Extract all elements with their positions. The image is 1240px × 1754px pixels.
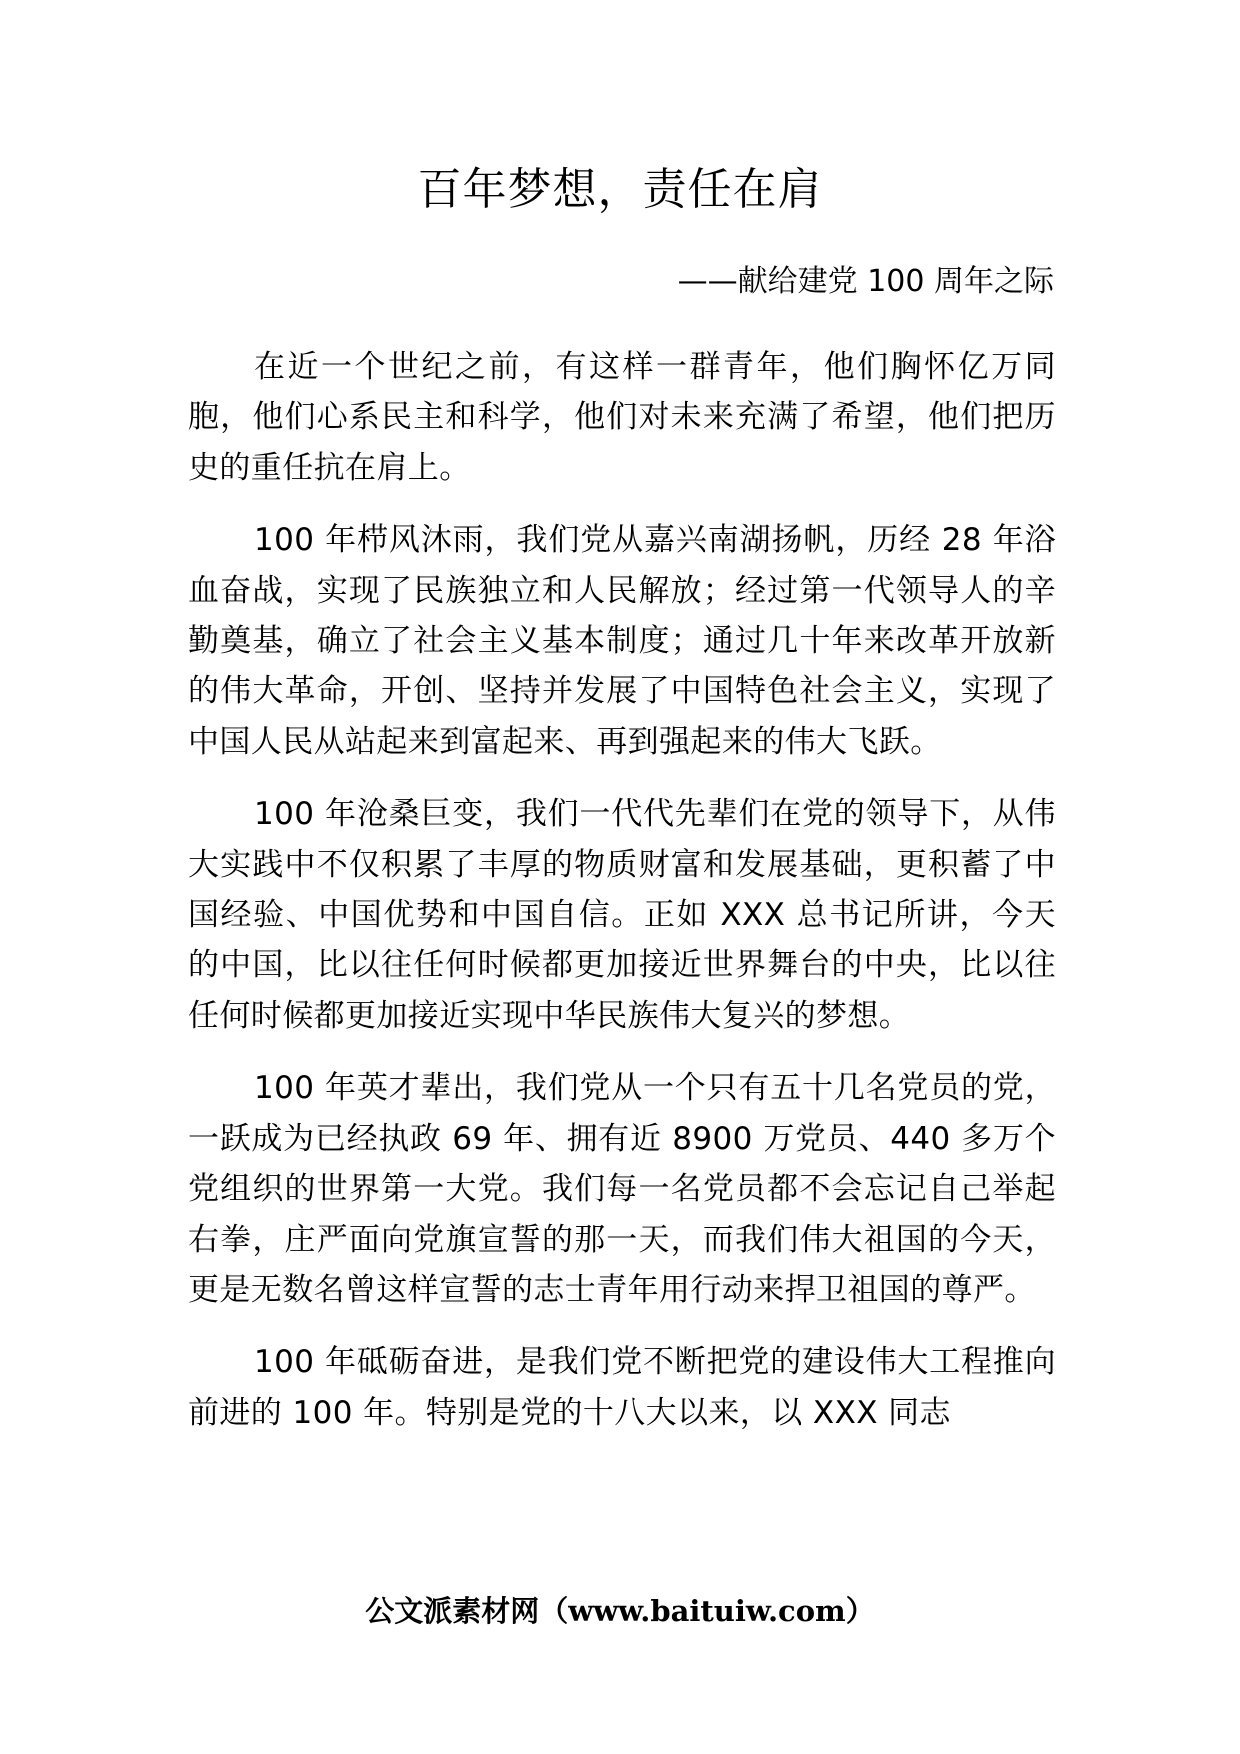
document-title: 百年梦想，责任在肩 bbox=[417, 164, 823, 215]
footer-watermark: 公文派素材网（www.baituiw.com） bbox=[365, 1594, 875, 1628]
paragraph-2: 100 年栉风沐雨，我们党从嘉兴南湖扬帆，历经 28 年浴血奋战，实现了民族独立和人民解放；经过第一代领导人的辛勤奠基，确立了社会主义基本制度；通过几十年来改革开放新的伟大革命，开创、坚持并发展了中国特色社会主义，实现了中国人民从站起来到富起来、再到强起来的伟大飞跃。 bbox=[188, 522, 1056, 760]
paragraph-5: 100 年砥砺奋进，是我们党不断把党的建设伟大工程推向前进的 100 年。特别是党的十八大以来，以 XXX 同志 bbox=[188, 1344, 1056, 1431]
paragraph-4: 100 年英才辈出，我们党从一个只有五十几名党员的党，一跃成为已经执政 69 年、拥有近 8900 万党员、440 多万个党组织的世界第一大党。我们每一名党员都不会忘记自己举起右拳，庄严面向党旗宣誓的那一天，而我们伟大祖国的今天，更是无数名曾这样宣誓的志士青年用行动来捍卫祖国的尊严。 bbox=[188, 1070, 1056, 1308]
document-subtitle: ——献给建党 100 周年之际 bbox=[677, 264, 1054, 299]
document-body bbox=[188, 342, 1056, 1460]
paragraph-3: 100 年沧桑巨变，我们一代代先辈们在党的领导下，从伟大实践中不仅积累了丰厚的物质财富和发展基础，更积蓄了中国经验、中国优势和中国自信。正如 XXX 总书记所讲，今天的中国，比以往任何时候都更加接近世界舞台的中央，比以往任何时候都更加接近实现中华民族伟大复兴的梦想。 bbox=[188, 796, 1056, 1034]
paragraph-1: 在近一个世纪之前，有这样一群青年，他们胸怀亿万同胞，他们心系民主和科学，他们对未来充满了希望，他们把历史的重任抗在肩上。 bbox=[188, 349, 1056, 486]
